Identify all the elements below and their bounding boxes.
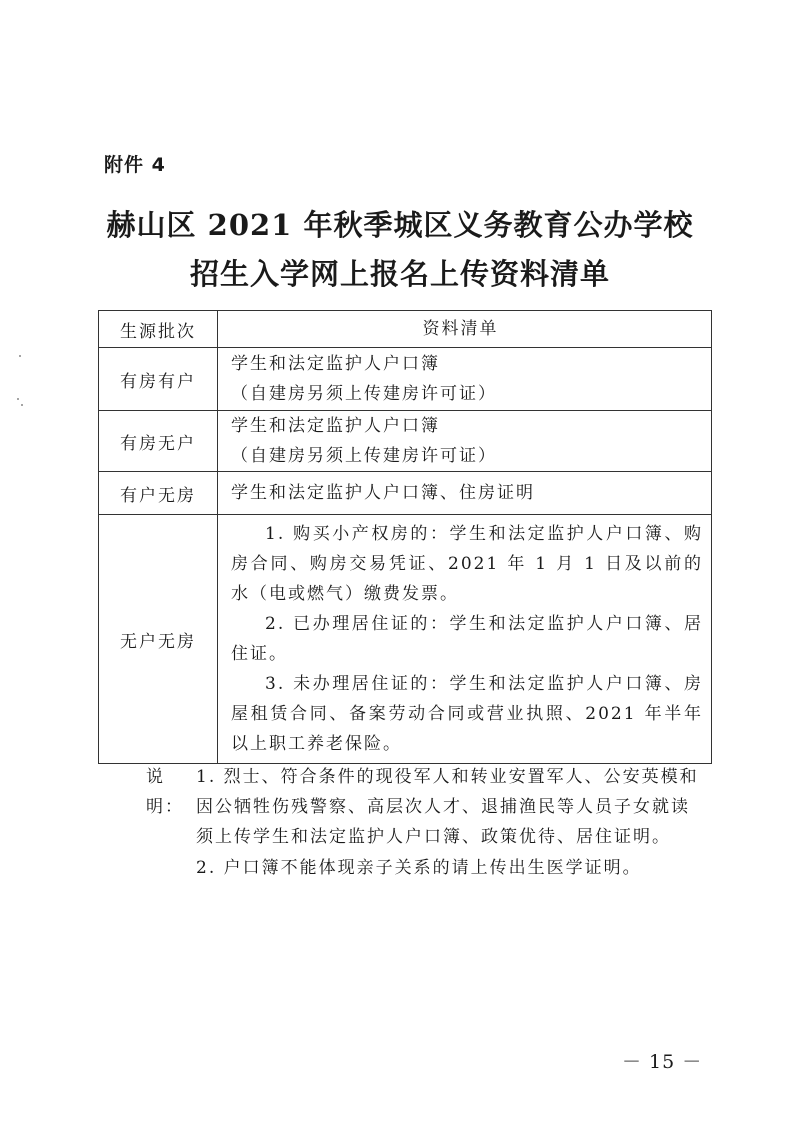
materials-line: 学生和法定监护人户口簿 (231, 416, 440, 436)
materials-line: （自建房另须上传建房许可证） (231, 446, 497, 466)
row-materials (218, 515, 712, 764)
materials-item: 3. 未办理居住证的：学生和法定监护人户口簿、房屋租赁合同、备案劳动合同或营业执照、2021 年半年以上职工养老保险。 (231, 674, 703, 754)
row-category: 无户无房 (99, 515, 218, 764)
materials-line: 学生和法定监护人户口簿、住房证明 (231, 483, 535, 503)
table-row (99, 411, 712, 472)
scan-speck (17, 398, 19, 400)
scan-speck (21, 404, 23, 406)
table-row (99, 515, 712, 764)
header-category: 生源批次 (99, 311, 218, 348)
row-materials (218, 411, 712, 472)
materials-item: 2. 已办理居住证的：学生和法定监护人户口簿、居住证。 (231, 614, 703, 664)
materials-line: （自建房另须上传建房许可证） (231, 384, 497, 404)
document-title-line-1: 赫山区 2021 年秋季城区义务教育公办学校 (106, 208, 694, 242)
scan-speck (19, 355, 21, 357)
table-row (99, 472, 712, 515)
row-category: 有房有户 (99, 348, 218, 411)
row-category: 有户无房 (99, 472, 218, 515)
materials-table (98, 310, 712, 764)
note-text: 1. 烈士、符合条件的现役军人和转业安置军人、公安英模和因公牺牲伤残警察、高层次人才、退捕渔民等人员子女就读须上传学生和法定监护人户口簿、政策优待、居住证明。 (196, 767, 699, 847)
notes-section (146, 762, 706, 883)
page-number: － 15 － (622, 1051, 703, 1073)
document-title-line-2: 招生入学网上报名上传资料清单 (189, 257, 610, 291)
materials-item: 1. 购买小产权房的：学生和法定监护人户口簿、购房合同、购房交易凭证、2021 年 1 月 1 日及以前的水（电或燃气）缴费发票。 (231, 524, 703, 604)
header-materials: 资料清单 (218, 311, 712, 348)
row-materials (218, 348, 712, 411)
row-materials (218, 472, 712, 515)
note-item (146, 762, 706, 852)
note-item (146, 853, 706, 883)
table-row (99, 348, 712, 411)
materials-line: 学生和法定监护人户口簿 (231, 354, 440, 374)
table-header-row (99, 311, 712, 348)
attachment-label: 附件 4 (104, 154, 166, 176)
row-category: 有房无户 (99, 411, 218, 472)
note-text: 2. 户口簿不能体现亲子关系的请上传出生医学证明。 (196, 858, 642, 878)
notes-label: 说明： (146, 767, 184, 817)
